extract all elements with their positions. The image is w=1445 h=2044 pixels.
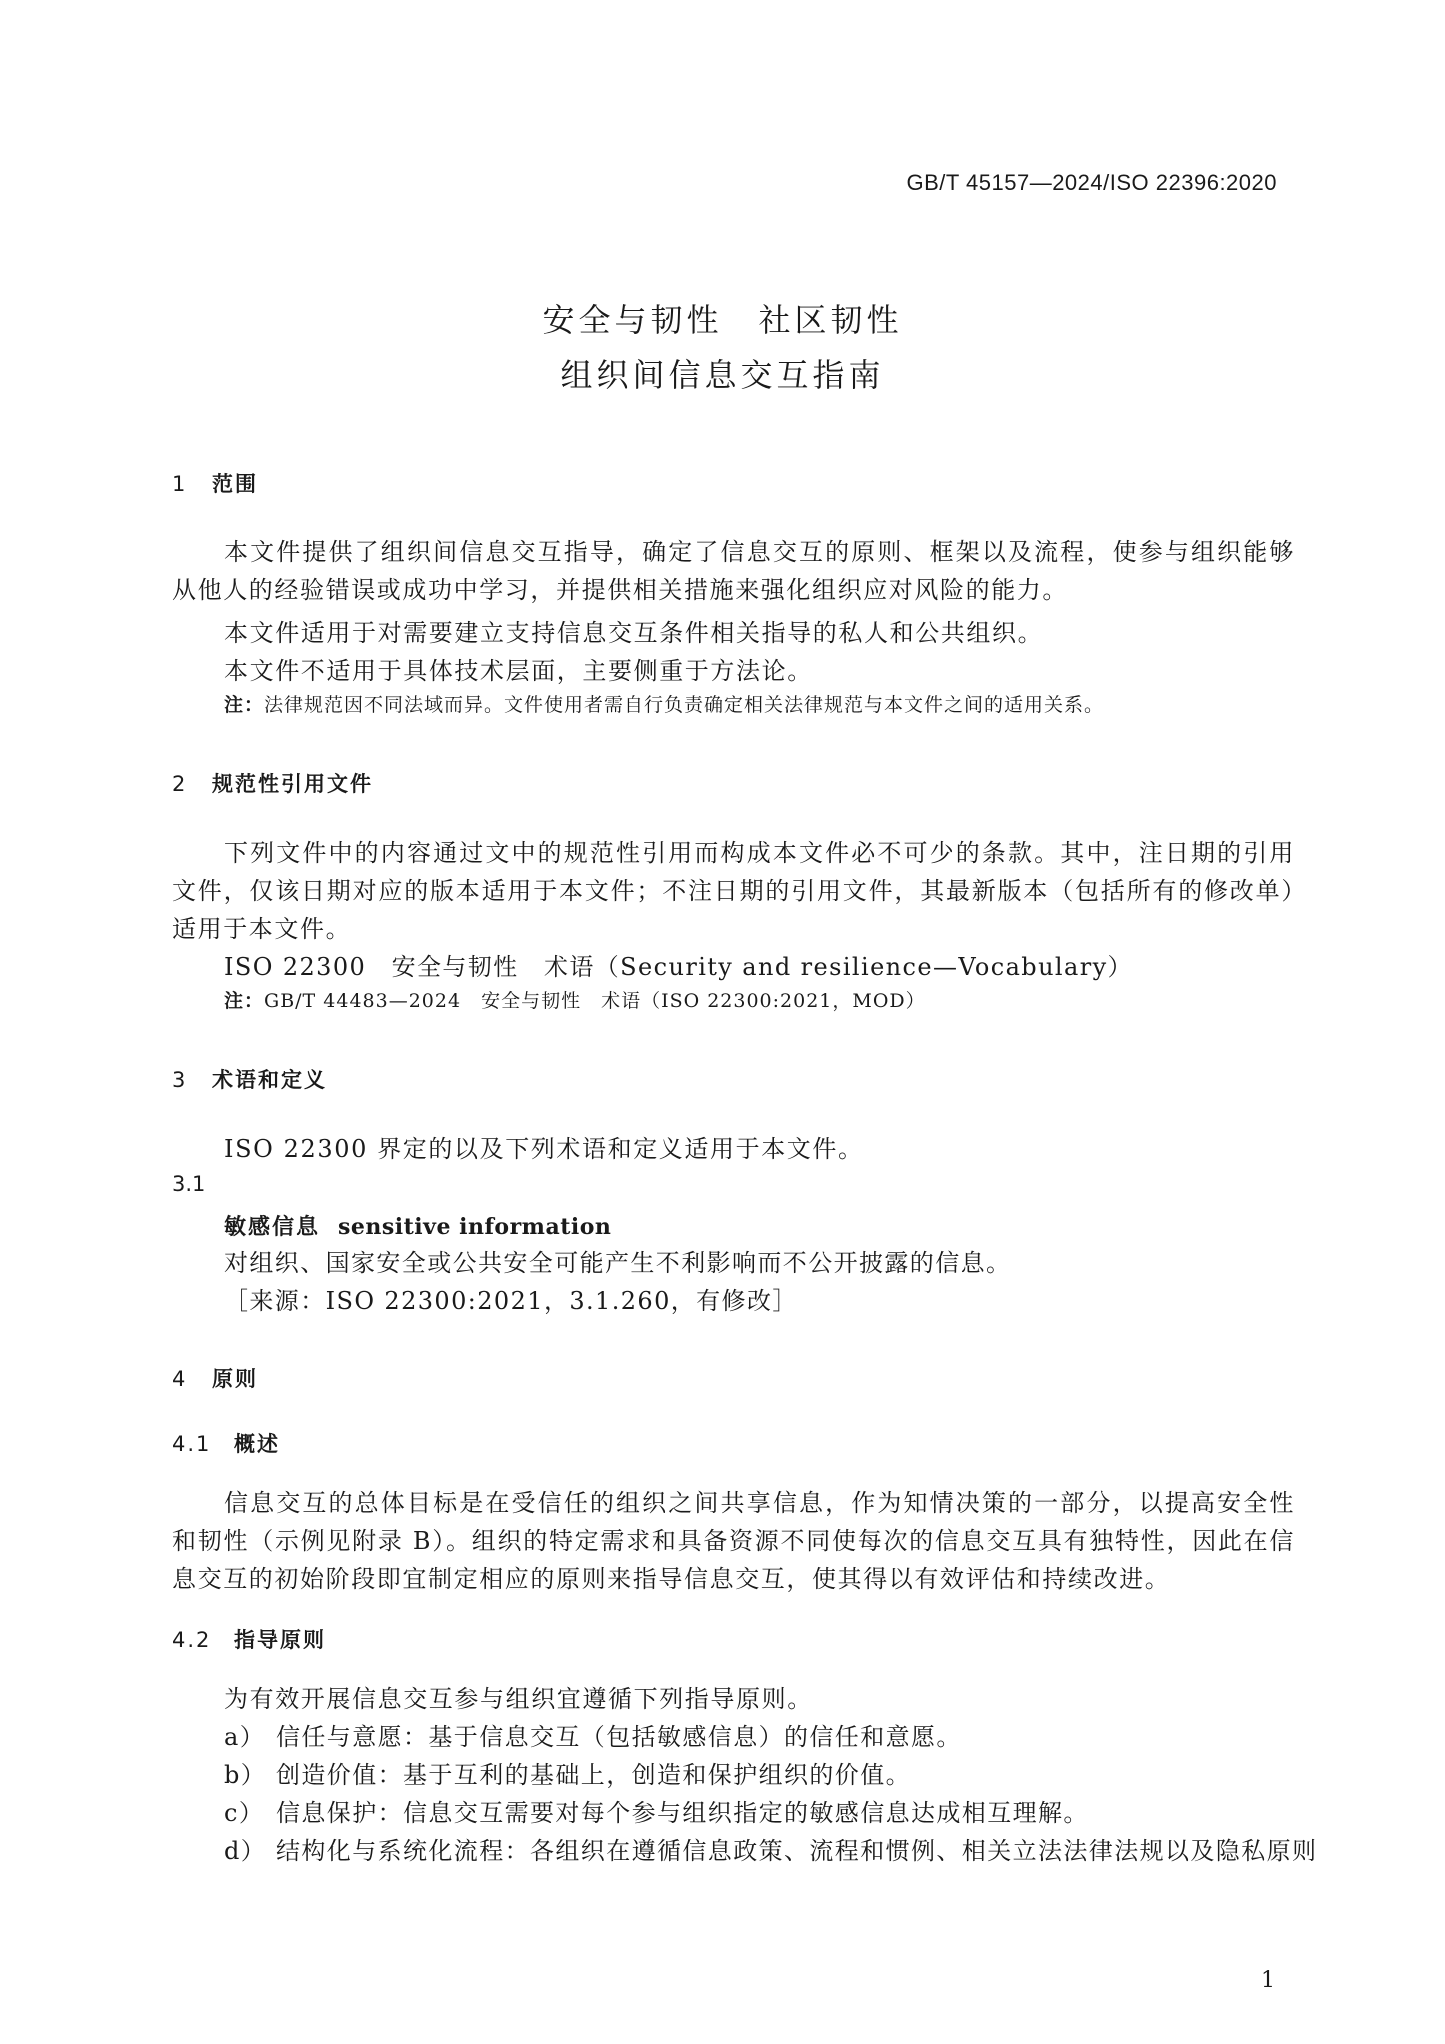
s1-note	[224, 690, 1104, 720]
note-label: 注：	[224, 990, 265, 1012]
section-title: 术语和定义	[212, 1068, 327, 1092]
s3-paragraph-1: ISO 22300 界定的以及下列术语和定义适用于本文件。	[224, 1135, 864, 1163]
term-source: ［来源：ISO 22300:2021，3.1.260，有修改］	[224, 1287, 798, 1315]
list-text: 信任与意愿：基于信息交互（包括敏感信息）的信任和意愿。	[276, 1723, 962, 1751]
section-number: 2	[172, 772, 188, 796]
term-chinese: 敏感信息	[224, 1215, 321, 1240]
section-4-2-heading	[172, 1624, 326, 1654]
section-4-heading	[172, 1363, 258, 1393]
section-1-heading	[172, 468, 258, 498]
list-marker: d）	[224, 1837, 267, 1865]
section-title: 指导原则	[234, 1628, 326, 1652]
normative-reference: ISO 22300 安全与韧性 术语（Security and resilience—Vocabulary）	[224, 953, 1133, 981]
s1-paragraph-3: 本文件不适用于具体技术层面，主要侧重于方法论。	[224, 657, 813, 685]
s4-2-intro: 为有效开展信息交互参与组织宜遵循下列指导原则。	[224, 1685, 813, 1713]
section-title: 范围	[212, 472, 258, 496]
list-item	[224, 1794, 1295, 1832]
section-number: 4	[172, 1367, 188, 1391]
s1-paragraph-2: 本文件适用于对需要建立支持信息交互条件相关指导的私人和公共组织。	[224, 619, 1044, 647]
section-number: 4.1	[172, 1432, 212, 1456]
note-label: 注：	[224, 694, 265, 716]
s2-paragraph-1: 下列文件中的内容通过文中的规范性引用而构成本文件必不可少的条款。其中，注日期的引用文件，仅该日期对应的版本适用于本文件；不注日期的引用文件，其最新版本（包括所有的修改单）适用于本文件。	[172, 839, 1295, 943]
list-text: 结构化与系统化流程：各组织在遵循信息政策、流程和惯例、相关立法法律法规以及隐私原则	[276, 1837, 1318, 1865]
term-english: sensitive information	[338, 1214, 612, 1240]
page-number: 1	[1261, 1968, 1275, 1993]
term-number: 3.1	[172, 1172, 206, 1196]
title-line-1: 安全与韧性 社区韧性	[542, 301, 903, 339]
note-text: 法律规范因不同法域而异。文件使用者需自行负责确定相关法律规范与本文件之间的适用关系。	[264, 694, 1105, 716]
s1-paragraph-1: 本文件提供了组织间信息交互指导，确定了信息交互的原则、框架以及流程，使参与组织能够从他人的经验错误或成功中学习，并提供相关措施来强化组织应对风险的能力。	[172, 538, 1295, 604]
list-item	[224, 1832, 1318, 1870]
section-number: 1	[172, 472, 188, 496]
list-marker: c）	[224, 1799, 265, 1827]
section-title: 概述	[234, 1432, 280, 1456]
section-title: 原则	[212, 1367, 258, 1391]
list-text: 创造价值：基于互利的基础上，创造和保护组织的价值。	[276, 1761, 911, 1789]
section-3-heading	[172, 1064, 327, 1094]
list-item	[224, 1756, 1295, 1794]
list-item	[224, 1718, 1295, 1756]
section-2-heading	[172, 768, 373, 798]
title-line-2: 组织间信息交互指南	[560, 356, 885, 394]
section-number: 4.2	[172, 1628, 212, 1652]
section-4-1-heading	[172, 1428, 280, 1458]
section-number: 3	[172, 1068, 188, 1092]
list-text: 信息保护：信息交互需要对每个参与组织指定的敏感信息达成相互理解。	[276, 1799, 1089, 1827]
term-entry	[224, 1210, 611, 1241]
list-marker: b）	[224, 1761, 267, 1789]
list-marker: a）	[224, 1723, 266, 1751]
note-text: GB/T 44483—2024 安全与韧性 术语（ISO 22300:2021，MOD）	[264, 990, 926, 1012]
term-definition: 对组织、国家安全或公共安全可能产生不利影响而不公开披露的信息。	[224, 1249, 1012, 1277]
section-title: 规范性引用文件	[212, 772, 373, 796]
standard-code: GB/T 45157—2024/ISO 22396:2020	[906, 170, 1277, 195]
s2-note	[224, 986, 926, 1016]
s4-1-paragraph-1: 信息交互的总体目标是在受信任的组织之间共享信息，作为知情决策的一部分，以提高安全性和韧性（示例见附录 B）。组织的特定需求和具备资源不同使每次的信息交互具有独特性，因此在信息交互的初始阶段即宜制定相应的原则来指导信息交互，使其得以有效评估和持续改进。	[172, 1489, 1295, 1593]
